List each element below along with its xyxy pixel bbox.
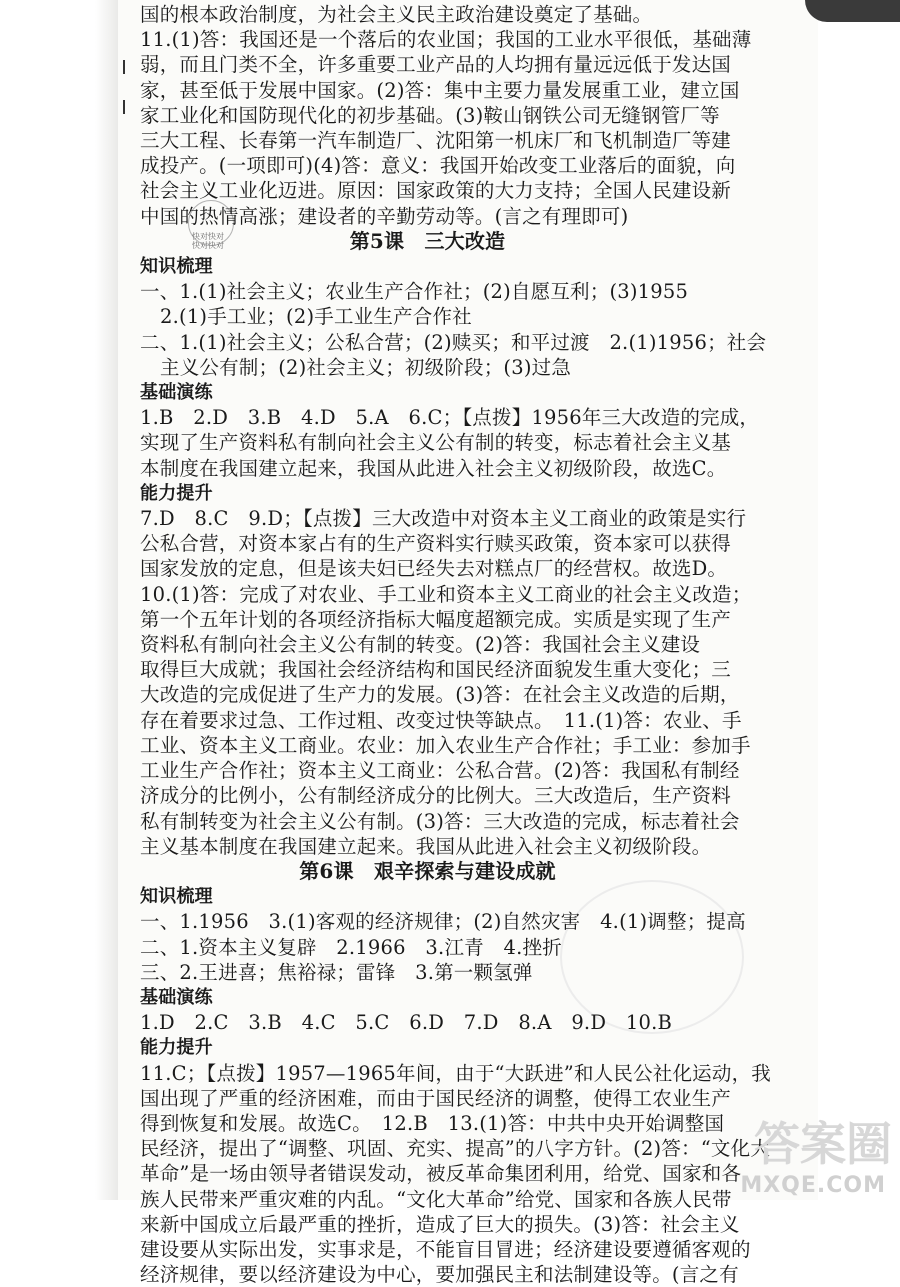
text-line: 弱，而且门类不全，许多重要工业产品的人均拥有量远远低于发达国 [140,53,732,77]
watermark-logo: 答案圈 [754,1117,892,1171]
text-line: 10.(1)答：完成了对农业、手工业和资本主义工商业的社会主义改造； [140,582,752,606]
text-line: 主义公有制；(2)社会主义；初级阶段；(3)过急 [160,355,572,379]
text-line: 实现了生产资料私有制向社会主义公有制的转变，标志着社会主义基 [140,431,732,455]
text-line: 主义基本制度在我国建立起来。我国从此进入社会主义初级阶段。 [140,834,712,858]
text-line: 中国的热情高涨；建设者的辛勤劳动等。(言之有理即可) [140,204,629,228]
continuation-block [140,2,752,229]
lesson5-section-nengli: 能力提升 [140,482,213,504]
watermark-url: MXQE.COM [740,1173,886,1198]
lesson6-section-zhishi: 知识梳理 [140,886,213,908]
margin-mark [123,60,131,74]
lesson5-jichu-block [140,405,760,481]
text-line: 7.D 8.C 9.D；【点拨】三大改造中对资本主义工商业的政策是实行 [140,507,747,531]
text-line: 建设要从实际出发，实事求是，不能盲目冒进；经济建设要遵循客观的 [140,1237,751,1261]
lesson6-zhishi-block [140,909,746,985]
text-line: 家工业化和国防现代化的初步基础。(3)鞍山钢铁公司无缝钢管厂等 [140,103,720,127]
text-line: 大改造的完成促进了生产力的发展。(3)答：在社会主义改造的后期， [140,683,740,707]
corner-shadow [805,0,900,22]
lesson5-zhishi-block [140,279,767,380]
text-line: 得到恢复和发展。故选C。 12.B 13.(1)答：中共中央开始调整国 [140,1111,725,1135]
text-line: 第一个五年计划的各项经济指标大幅度超额完成。实质是实现了生产 [140,607,732,631]
lesson5-title: 第5课 三大改造 [349,228,506,253]
lesson5-nengli-block [140,506,752,859]
lesson6-nengli-block [140,1061,771,1287]
text-line: 二、1.资本主义复辟 2.1966 3.江青 4.挫折 [140,935,562,959]
text-line: 民经济，提出了“调整、巩固、充实、提高”的八字方针。(2)答：“文化大 [140,1137,771,1161]
lesson6-jichu-block [140,1010,715,1035]
text-line: 1.B 2.D 3.B 4.D 5.A 6.C；【点拨】1956年三大改造的完成， [140,406,760,430]
text-line: 经济规律，要以经济建设为中心，要加强民主和法制建设等。(言之有 [140,1263,739,1287]
text-line: 11.(1)答：我国还是一个落后的农业国；我国的工业水平很低，基础薄 [140,28,752,52]
text-line: 取得巨大成就；我国社会经济结构和国民经济面貌发生重大变化；三 [140,658,732,682]
text-line: 1.D 2.C 3.B 4.C 5.C 6.D 7.D 8.A 9.D 10.B [140,1011,672,1035]
text-line: 一、1.1956 3.(1)客观的经济规律；(2)自然灾害 4.(1)调整；提高 [140,910,746,934]
lesson6-section-jichu: 基础演练 [140,986,213,1008]
text-line: 存在着要求过急、工作过粗、改变过快等缺点。 11.(1)答：农业、手 [140,708,742,732]
lesson6-title: 第6课 艰辛探索与建设成就 [299,858,556,883]
answer-text [140,2,771,1287]
text-line: 工业生产合作社；资本主义工商业：公私合营。(2)答：我国私有制经 [140,759,740,783]
kuaidui-stamp: 快对快对 快对快对 [192,232,224,250]
text-line: 国家发放的定息，但是该夫妇已经失去对糕点厂的经营权。故选D。 [140,557,728,581]
text-line: 公私合营，对资本家占有的生产资料实行赎买政策，资本家可以获得 [140,532,732,556]
text-line: 一、1.(1)社会主义；农业生产合作社；(2)自愿互利；(3)1955 [140,280,689,304]
lesson5-section-jichu: 基础演练 [140,382,213,404]
text-line: 革命”是一场由领导者错误发动，被反革命集团利用，给党、国家和各 [140,1162,742,1186]
text-line: 资料私有制向社会主义公有制的转变。(2)答：我国社会主义建设 [140,633,701,657]
text-line: 三、2.王进喜；焦裕禄；雷锋 3.第一颗氢弹 [140,960,533,984]
text-line: 国出现了严重的经济困难，而由于国民经济的调整，使得工农业生产 [140,1086,732,1110]
margin-mark [123,100,131,114]
text-line: 二、1.(1)社会主义；公私合营；(2)赎买；和平过渡 2.(1)1956；社会 [140,330,767,354]
text-line: 工业、资本主义工商业。农业：加入农业生产合作社；手工业：参加手 [140,733,751,757]
text-line: 私有制转变为社会主义公有制。(3)答：三大改造的完成，标志着社会 [140,809,740,833]
text-line: 济成分的比例小，公有制经济成分的比例大。三大改造后，生产资料 [140,784,732,808]
text-line: 三大工程、长春第一汽车制造厂、沈阳第一机床厂和飞机制造厂等建 [140,129,732,153]
text-line: 国的根本政治制度，为社会主义民主政治建设奠定了基础。 [140,3,653,26]
text-line: 族人民带来严重灾难的内乱。“文化大革命”给党、国家和各族人民带 [140,1187,732,1211]
text-line: 本制度在我国建立起来，我国从此进入社会主义初级阶段，故选C。 [140,456,727,480]
text-line: 2.(1)手工业；(2)手工业生产合作社 [160,305,472,329]
text-line: 成投产。(一项即可)(4)答：意义：我国开始改变工业落后的面貌，向 [140,154,736,178]
text-line: 来新中国成立后最严重的挫折，造成了巨大的损失。(3)答：社会主义 [140,1212,740,1236]
text-line: 11.C；【点拨】1957—1965年间，由于“大跃进”和人民公社化运动，我 [140,1061,771,1085]
lesson6-section-nengli: 能力提升 [140,1037,213,1059]
lesson5-section-zhishi: 知识梳理 [140,256,213,278]
page-left-shadow [95,0,119,1200]
text-line: 社会主义工业化迈进。原因：国家政策的大力支持；全国人民建设新 [140,179,732,203]
text-line: 家，甚至低于发展中国家。(2)答：集中主要力量发展重工业，建立国 [140,78,740,102]
